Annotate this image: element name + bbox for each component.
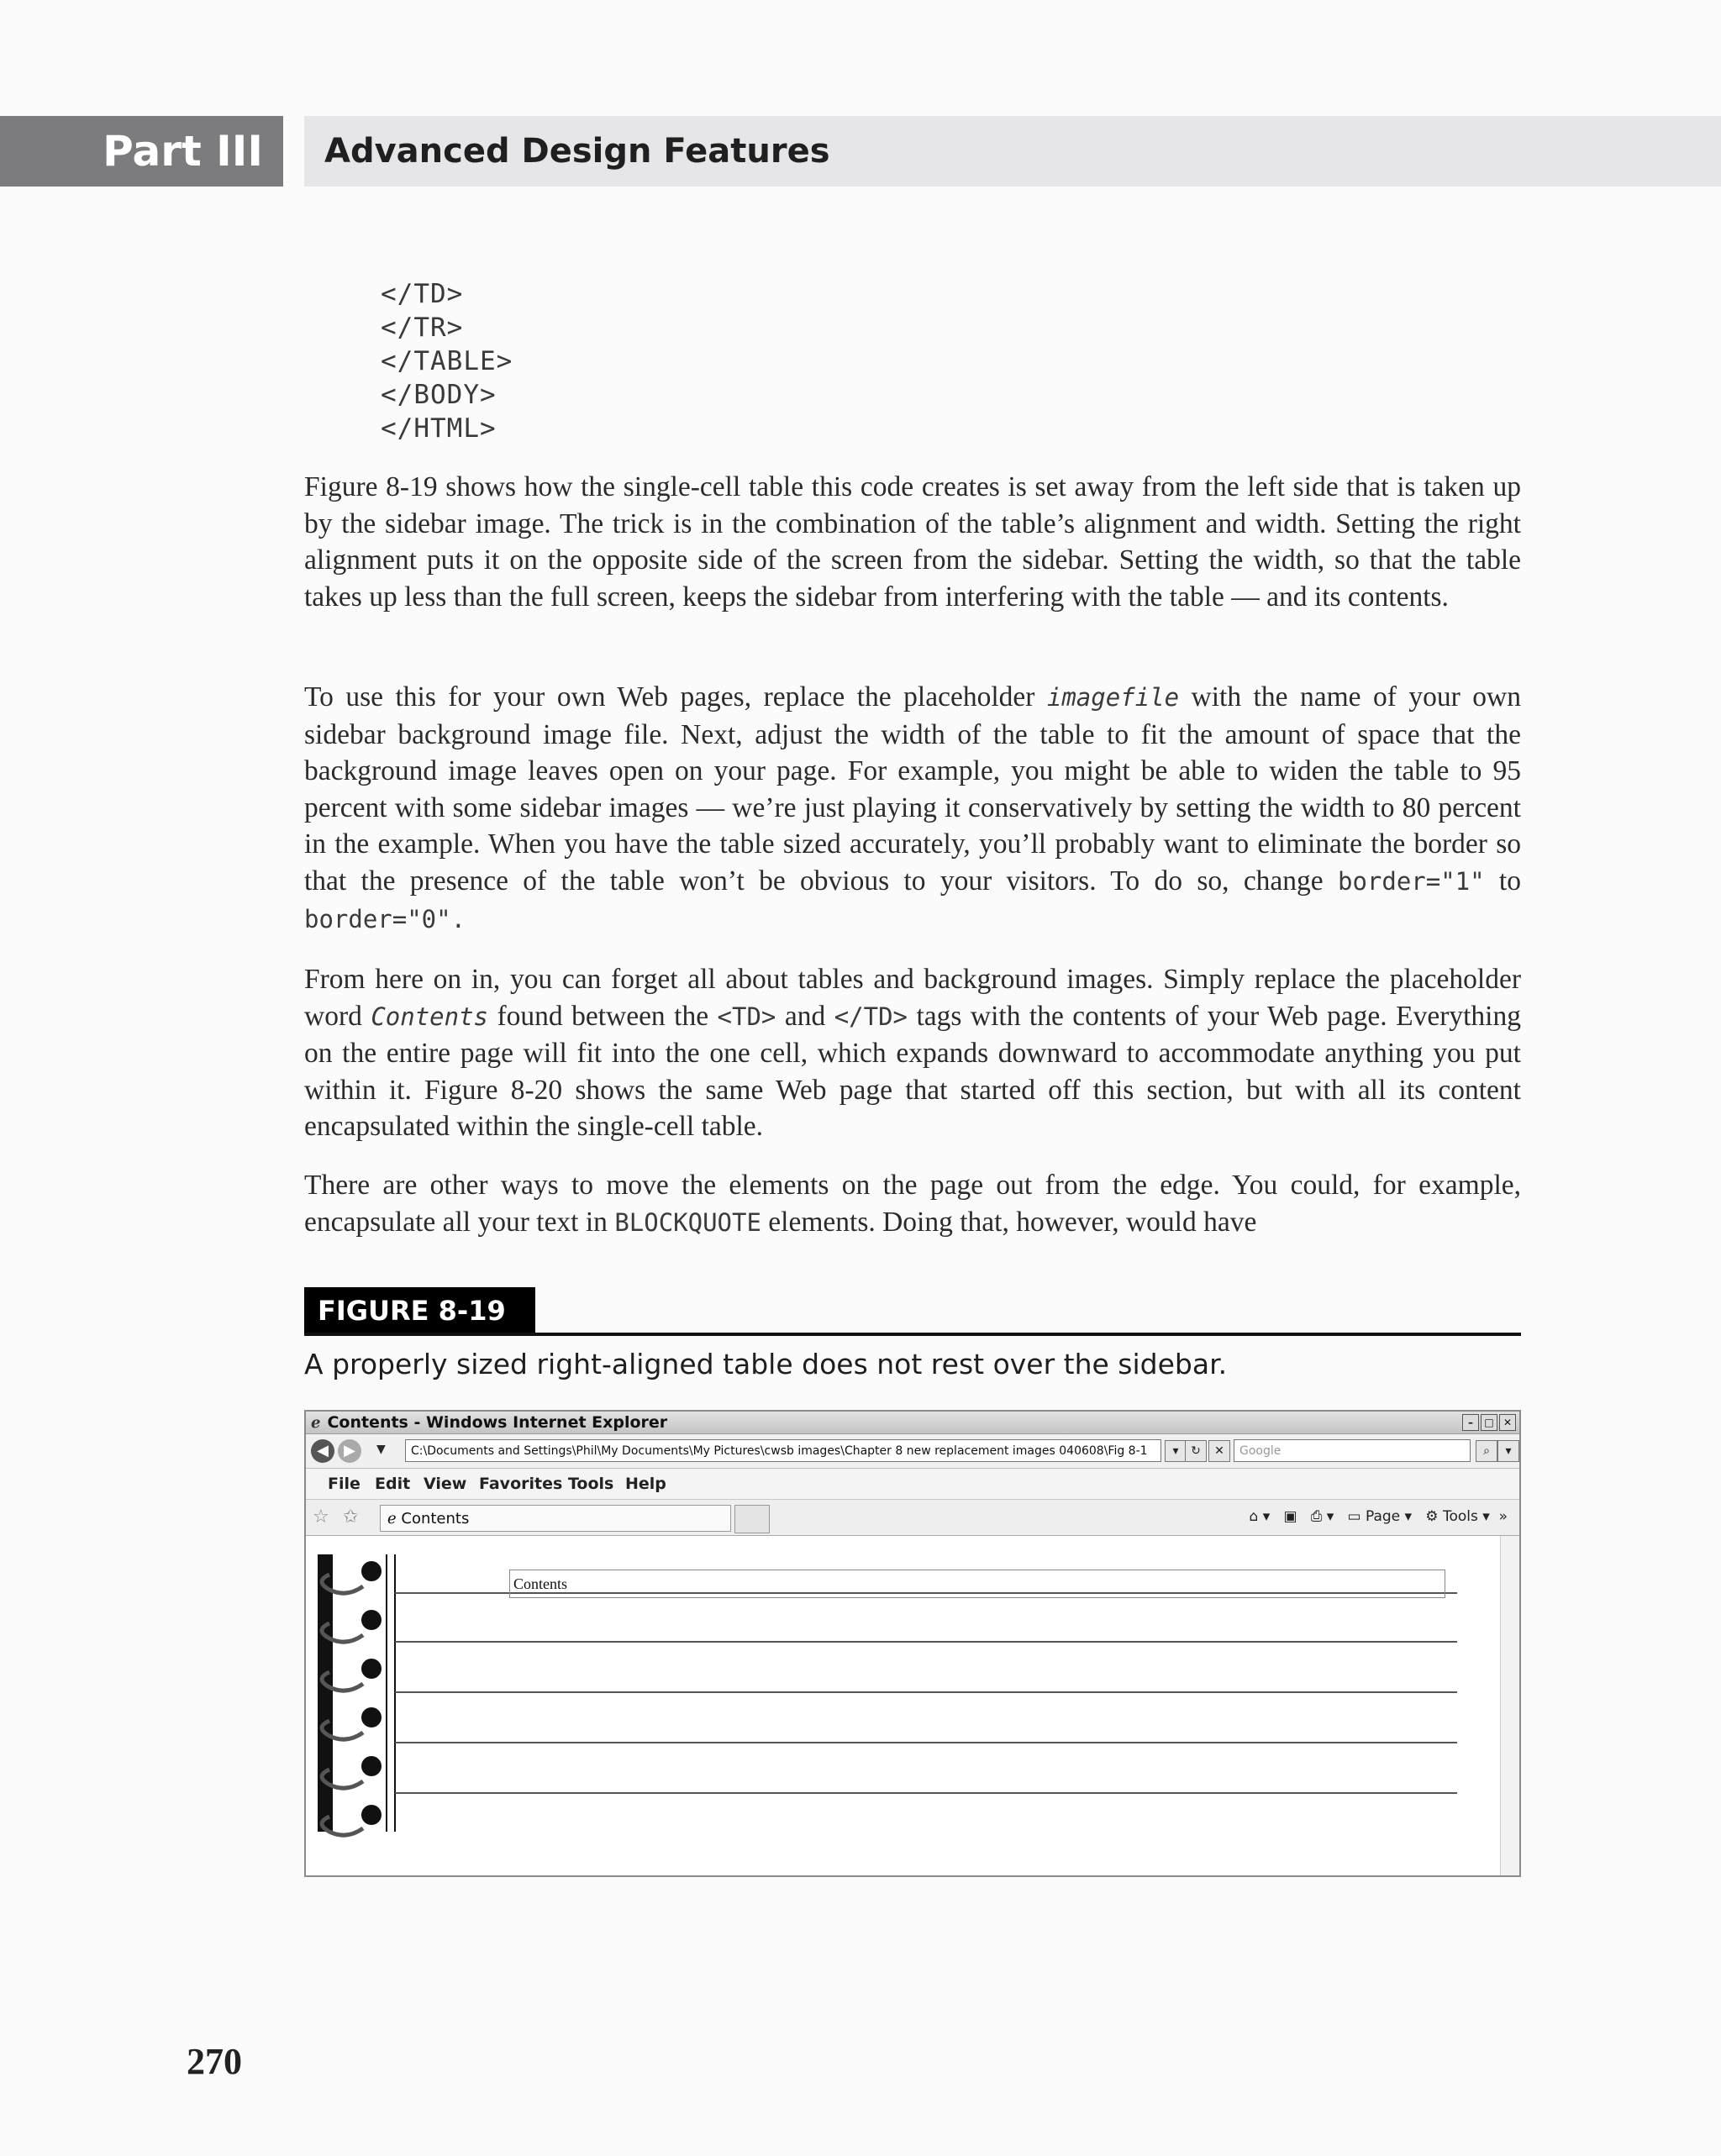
part-label: Part III bbox=[0, 116, 283, 187]
chapter-header bbox=[304, 116, 1721, 187]
chevron-more-icon[interactable]: » bbox=[1498, 1508, 1508, 1525]
paragraph-4: There are other ways to move the elements on the page out from the edge. You could, for example, encapsulate all your text in BLOCKQUOTE elements. Doing that, however, would have bbox=[304, 1170, 1521, 1238]
address-bar[interactable]: C:\Documents and Settings\Phil\My Documents\My Pictures\cwsb images\Chapter 8 new replacement images 040608\Fig 8-1 bbox=[405, 1439, 1161, 1462]
search-input[interactable]: Google bbox=[1234, 1439, 1471, 1462]
code-blockquote: BLOCKQUOTE bbox=[614, 1207, 761, 1237]
browser-screenshot bbox=[304, 1410, 1521, 1877]
refresh-icon[interactable]: ↻ bbox=[1185, 1440, 1207, 1462]
code-line: </HTML> bbox=[381, 413, 497, 444]
window-title: Contents - Windows Internet Explorer bbox=[327, 1413, 668, 1432]
close-icon[interactable]: ✕ bbox=[1499, 1414, 1516, 1431]
menu-help[interactable]: Help bbox=[625, 1475, 666, 1493]
favorites-star-icon[interactable]: ☆ bbox=[313, 1507, 329, 1528]
vertical-scrollbar[interactable] bbox=[1500, 1536, 1519, 1875]
menu-file[interactable]: File bbox=[328, 1475, 361, 1493]
page-number: 270 bbox=[187, 2041, 242, 2082]
code-line: </TD> bbox=[381, 279, 464, 309]
address-dropdown-icon[interactable]: ▾ bbox=[1165, 1440, 1187, 1462]
figure-label: FIGURE 8-19 bbox=[304, 1287, 535, 1334]
code-line: </TABLE> bbox=[381, 346, 513, 376]
code-contents: Contents bbox=[371, 1002, 488, 1031]
page-viewport bbox=[306, 1536, 1519, 1875]
code-border-0: border="0". bbox=[304, 904, 466, 933]
feeds-icon[interactable]: ▣ bbox=[1283, 1508, 1297, 1525]
chapter-title: Advanced Design Features bbox=[324, 132, 830, 171]
code-line: </BODY> bbox=[381, 380, 497, 410]
paragraph-3: From here on in, you can forget all about tables and background images. Simply replace the placeholder word Contents found between the <TD> and </TD> tags with the contents of your Web page. Everything on the entire page will fit into the one cell, which expands downward to accommodate anything you put within it. Figure 8-20 shows the same Web page that started off this section, but with all its content encapsulated within the single-cell table. bbox=[304, 964, 1521, 1143]
figure-caption: A properly sized right-aligned table does not rest over the sidebar. bbox=[304, 1348, 1228, 1380]
code-border-1: border="1" bbox=[1338, 866, 1485, 896]
single-cell-table bbox=[509, 1570, 1445, 1598]
minimize-icon[interactable]: – bbox=[1462, 1414, 1479, 1431]
figure-rule bbox=[304, 1333, 1521, 1336]
code-block bbox=[381, 277, 513, 445]
window-titlebar bbox=[306, 1412, 1519, 1434]
back-icon[interactable]: ◀ bbox=[311, 1439, 334, 1463]
cell-contents-text: Contents bbox=[513, 1575, 568, 1592]
add-favorites-icon[interactable]: ✩ bbox=[343, 1507, 359, 1528]
tab-contents[interactable]: ℯ Contents bbox=[380, 1505, 731, 1532]
menu-view[interactable]: View bbox=[424, 1475, 467, 1493]
code-imagefile: imagefile bbox=[1046, 683, 1180, 712]
page-menu[interactable]: ▭ Page ▾ bbox=[1347, 1508, 1413, 1525]
menu-tools[interactable]: Tools bbox=[568, 1475, 614, 1493]
search-options-icon[interactable]: ▾ bbox=[1497, 1440, 1519, 1462]
print-icon[interactable]: ⎙ ▾ bbox=[1310, 1508, 1334, 1525]
menu-bar bbox=[306, 1469, 1519, 1500]
menu-favorites[interactable]: Favorites bbox=[479, 1475, 563, 1493]
stop-icon[interactable]: ✕ bbox=[1208, 1440, 1230, 1462]
ie-logo-icon: ℯ bbox=[311, 1413, 321, 1432]
home-icon[interactable]: ⌂ ▾ bbox=[1249, 1508, 1271, 1525]
history-dropdown-icon[interactable]: ▼ bbox=[376, 1443, 386, 1456]
code-line: </TR> bbox=[381, 313, 464, 343]
forward-icon[interactable]: ▶ bbox=[338, 1439, 361, 1463]
new-tab-button[interactable] bbox=[734, 1505, 770, 1533]
command-bar bbox=[1250, 1508, 1508, 1525]
search-icon[interactable]: ⌕ bbox=[1476, 1440, 1497, 1462]
code-td-open: <TD> bbox=[717, 1002, 776, 1031]
tools-menu[interactable]: ⚙ Tools ▾ bbox=[1425, 1508, 1490, 1525]
paragraph-1: Figure 8-19 shows how the single-cell table this code creates is set away from the left side that is taken up by the sidebar image. The trick is in the combination of the table’s alignment and width. Setting the right alignment puts it on the opposite side of the screen from the sidebar. Setting the width, so that the table takes up less than the full screen, keeps the sidebar from interfering with the table — and its contents. bbox=[304, 471, 1521, 613]
menu-edit[interactable]: Edit bbox=[375, 1475, 411, 1493]
maximize-icon[interactable]: □ bbox=[1481, 1414, 1497, 1431]
paragraph-2: To use this for your own Web pages, replace the placeholder imagefile with the name of your own sidebar background image file. Next, adjust the width of the table to fit the amount of space that the background image leaves open on your page. For example, you might be able to widen the table to 95 percent with some sidebar images — we’re just playing it conservatively by setting the width to 80 percent in the example. When you have the table sized accurately, you’ll probably want to eliminate the border so that the presence of the table won’t be obvious to your visitors. To do so, change border="1" to border="0". bbox=[304, 681, 1521, 933]
tab-row bbox=[306, 1500, 1519, 1536]
address-row bbox=[306, 1434, 1519, 1469]
code-td-close: </TD> bbox=[834, 1002, 908, 1031]
